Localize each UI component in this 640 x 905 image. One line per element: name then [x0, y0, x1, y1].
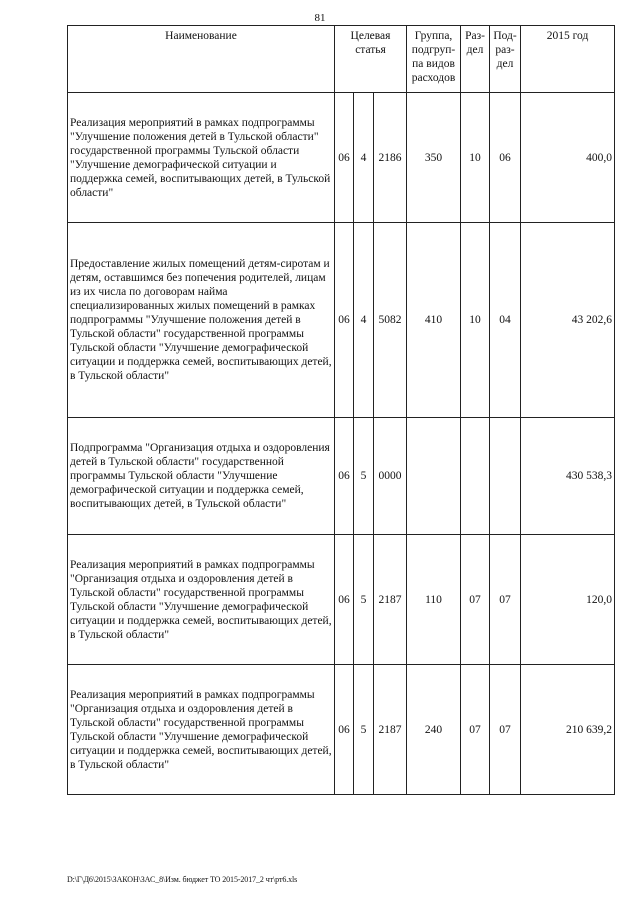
amount-2015-cell: 210 639,2	[521, 665, 615, 795]
file-path-footer: D:\Г\Д6\2015\ЗАКОН\ЗАС_8\Изм. бюджет ТО 2015-2017_2 чт\рт6.xls	[67, 875, 298, 884]
row-name-cell: Подпрограмма "Организация отдыха и оздоровления детей в Тульской области" государственной программы Тульской области "Улучшение демографической ситуации и поддержка семей, воспитывающих детей, в Тульской области"	[68, 418, 335, 535]
table-row	[68, 93, 615, 223]
target-article-subprogram-cell: 4	[354, 223, 374, 418]
table-row	[68, 223, 615, 418]
target-article-direction-cell: 0000	[374, 418, 407, 535]
target-article-direction-cell: 2187	[374, 665, 407, 795]
target-article-direction-cell: 5082	[374, 223, 407, 418]
section-cell: 10	[461, 93, 490, 223]
row-name-cell: Реализация мероприятий в рамках подпрограммы "Организация отдыха и оздоровления детей в Тульской области" государственной программы Тульской области "Улучшение демографической ситуации и поддержка семей, воспитывающих детей, в Тульской области"	[68, 665, 335, 795]
section-cell: 07	[461, 535, 490, 665]
table-row	[68, 665, 615, 795]
section-cell: 07	[461, 665, 490, 795]
budget-table	[67, 25, 615, 795]
row-name-cell: Предоставление жилых помещений детям-сиротам и детям, оставшимся без попечения родителей, лицам из их числа по договорам найма специализированных жилых помещений в рамках подпрограммы "Улучшение положения детей в Тульской области" государственной программы Тульской области "Улучшение демографической ситуации и поддержка семей, воспитывающих детей, в Тульской области"	[68, 223, 335, 418]
header-section: Раз-дел	[461, 26, 490, 93]
page-number: 81	[314, 12, 326, 24]
row-name-cell: Реализация мероприятий в рамках подпрограммы "Организация отдыха и оздоровления детей в Тульской области" государственной программы Тульской области "Улучшение демографической ситуации и поддержка семей, воспитывающих детей, в Тульской области"	[68, 535, 335, 665]
target-article-subprogram-cell: 5	[354, 535, 374, 665]
header-group: Группа, подгруп-па видов расходов	[407, 26, 461, 93]
expense-group-cell: 410	[407, 223, 461, 418]
amount-2015-cell: 120,0	[521, 535, 615, 665]
expense-group-cell: 350	[407, 93, 461, 223]
target-article-direction-cell: 2187	[374, 535, 407, 665]
table-row	[68, 535, 615, 665]
subsection-cell	[490, 418, 521, 535]
target-article-program-cell: 06	[335, 418, 354, 535]
header-year: 2015 год	[521, 26, 615, 93]
header-target-article: Целевая статья	[335, 26, 407, 93]
subsection-cell: 06	[490, 93, 521, 223]
expense-group-cell: 240	[407, 665, 461, 795]
subsection-cell: 07	[490, 535, 521, 665]
target-article-subprogram-cell: 5	[354, 665, 374, 795]
amount-2015-cell: 430 538,3	[521, 418, 615, 535]
table-header-row	[68, 26, 615, 93]
header-name: Наименование	[68, 26, 335, 93]
section-cell: 10	[461, 223, 490, 418]
row-name-cell: Реализация мероприятий в рамках подпрограммы "Улучшение положения детей в Тульской области" государственной программы Тульской области "Улучшение демографической ситуации и поддержка семей, воспитывающих детей, в Тульской области"	[68, 93, 335, 223]
target-article-program-cell: 06	[335, 223, 354, 418]
target-article-direction-cell: 2186	[374, 93, 407, 223]
expense-group-cell: 110	[407, 535, 461, 665]
section-cell	[461, 418, 490, 535]
target-article-subprogram-cell: 5	[354, 418, 374, 535]
target-article-program-cell: 06	[335, 93, 354, 223]
table-row	[68, 418, 615, 535]
amount-2015-cell: 43 202,6	[521, 223, 615, 418]
expense-group-cell	[407, 418, 461, 535]
subsection-cell: 07	[490, 665, 521, 795]
amount-2015-cell: 400,0	[521, 93, 615, 223]
target-article-program-cell: 06	[335, 535, 354, 665]
target-article-program-cell: 06	[335, 665, 354, 795]
header-subsection: Под-раз-дел	[490, 26, 521, 93]
subsection-cell: 04	[490, 223, 521, 418]
target-article-subprogram-cell: 4	[354, 93, 374, 223]
